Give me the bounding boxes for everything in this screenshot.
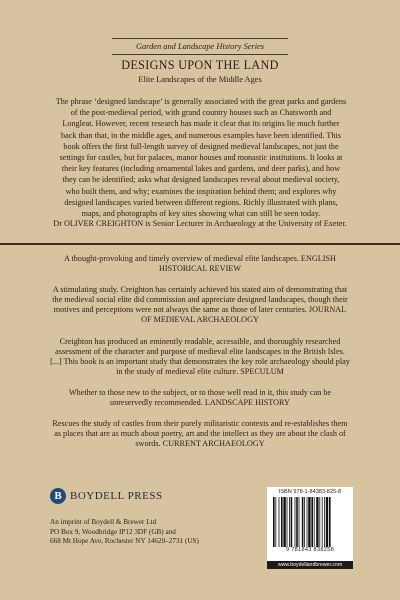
- book-description: The phrase ‘designed landscape’ is generally associated with the great parks and gardens of the post-medieval period, with grand country houses such as Chatsworth and Longleat. However, recent research has made it clear that its origins lie much further back than that, in the middle ages, and numerous examples have been identified. This book offers the first full-length survey of designed medieval landscapes, not just the settings for castles, but for palaces, manor houses and monastic institutions. It looks at their key features (including ornamental lakes and gardens, and deer parks), and how they can be identified; asks what designed landscapes reveal about medieval society, who built them, and why; examines the inspiration behind them; and explores why designed landscapes varied between different regions. Richly illustrated with plans, maps, and photographs of key sites showing what can still be seen today.: [55, 97, 347, 219]
- publisher-logo: [50, 488, 163, 504]
- publisher-url: www.boydellandbrewer.com: [267, 561, 353, 569]
- series-rule: [112, 54, 288, 55]
- review-quote: A stimulating study. Creighton has certainly achieved his stated aim of demonstrating that the medieval social elite did commission and appreciate designed landscapes, though their motives and perceptions were not always the same as those of later centuries. JOURNAL OF MEDIEVAL ARCHAEOLOGY: [52, 285, 348, 325]
- review-quote: A thought-provoking and timely overview of medieval elite landscapes. ENGLISH HISTORICAL REVIEW: [64, 254, 336, 274]
- book-title: DESIGNS UPON THE LAND: [121, 58, 279, 72]
- top-rule: [112, 38, 288, 39]
- imprint-line: 668 Mt Hope Ave, Rochester NY 14620–2731 (US): [50, 537, 199, 546]
- isbn-label: ISBN 978-1-84383-825-8: [278, 489, 342, 495]
- book-subtitle: Elite Landscapes of the Middle Ages: [138, 75, 262, 84]
- barcode-panel: [267, 487, 353, 569]
- barcode-icon: [273, 497, 347, 547]
- author-bio: Dr OLIVER CREIGHTON is Senior Lecturer in Archaeology at the University of Exeter.: [53, 219, 347, 228]
- publisher-imprint: [50, 518, 270, 547]
- imprint-line: An imprint of Boydell & Brewer Ltd: [50, 518, 157, 526]
- review-quote: Whether to those new to the subject, or to those well read in it, this study can be unreservedly recommended. LANDSCAPE HISTORY: [68, 387, 332, 408]
- barcode-digits: 9 781843 838258: [285, 547, 335, 553]
- publisher-name: BOYDELL PRESS: [70, 490, 163, 502]
- section-divider: [0, 243, 400, 245]
- series-name: Garden and Landscape History Series: [135, 42, 265, 51]
- review-quote: Creighton has produced an eminently readable, accessible, and thoroughly researched assessment of the character and purpose of medieval elite landscapes in the British Isles. [...] This book is an important study that demonstrates the key role archaeology should play in the study of medieval elite culture. SPECULUM: [50, 336, 350, 376]
- boydell-logo-icon: B: [50, 488, 66, 504]
- review-quote: Rescues the study of castles from their purely militaristic contexts and re-establishes them as places that are as much about poetry, art and the intellect as they are about the clash of swords. CURRENT ARCHAEOLOGY: [52, 419, 348, 449]
- imprint-line: PO Box 9, Woodbridge IP12 3DF (GB) and: [50, 527, 176, 536]
- review-list: [50, 254, 350, 460]
